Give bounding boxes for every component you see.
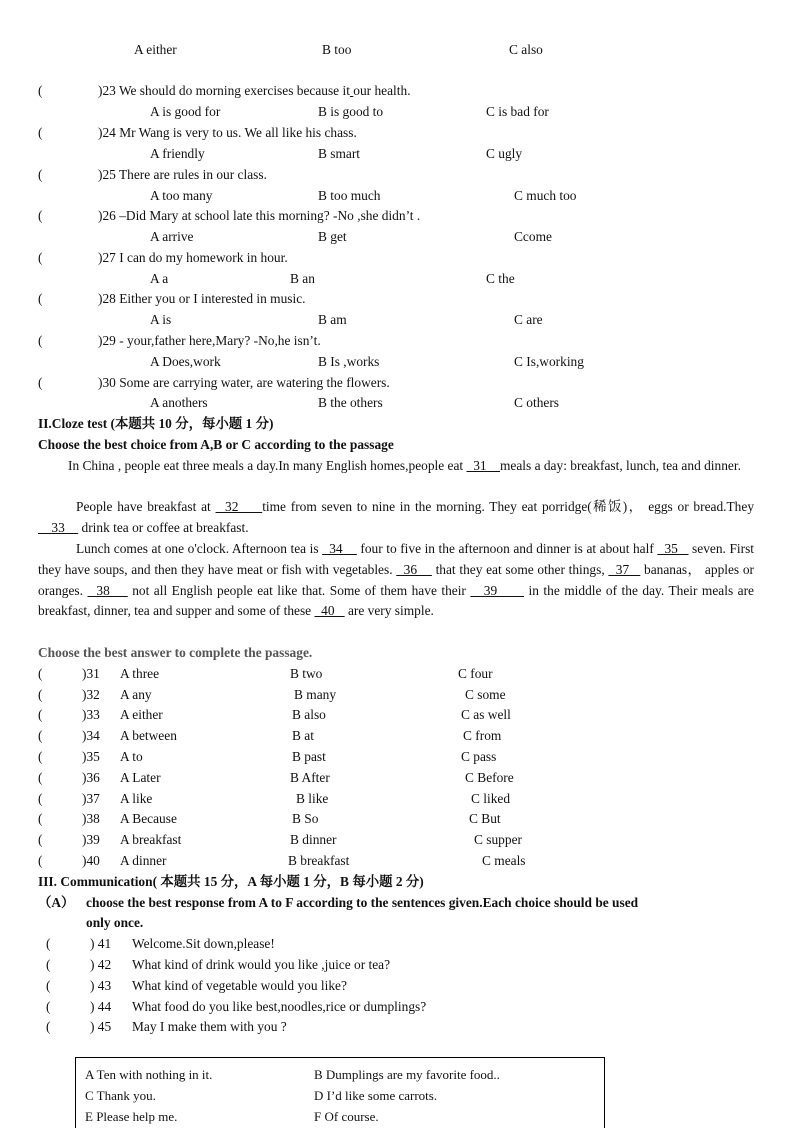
- option-b: B many: [294, 687, 337, 702]
- dialogue-item: [0, 997, 794, 1018]
- option-b: B dinner: [290, 832, 337, 847]
- section-3-title: III. Communication( 本题共 15 分，A 每小题 1 分，B 每小题 2 分): [38, 874, 424, 889]
- answer-paren: (: [38, 853, 43, 868]
- option-c: C pass: [461, 749, 497, 764]
- option-a: A is: [150, 312, 172, 327]
- question-number: )38: [82, 811, 100, 826]
- answer-paren: (: [38, 666, 43, 681]
- answer-paren: (: [38, 707, 43, 722]
- answer-paren: (: [46, 999, 51, 1014]
- answer-paren: (: [38, 333, 43, 348]
- option-b: B too much: [318, 188, 381, 203]
- question-number: ) 43: [90, 978, 112, 993]
- dialogue-item: [0, 955, 794, 976]
- cloze-row: [0, 726, 794, 747]
- dialogue-text: What kind of drink would you like ,juice or tea?: [132, 957, 391, 972]
- answer-paren: (: [38, 749, 43, 764]
- section-2-title: II.Cloze test (本题共 10 分，每小题 1 分): [38, 416, 274, 431]
- part-a-instruction: choose the best response from A to F according to the sentences given.Each choice should be used: [86, 895, 639, 910]
- cloze-row: [0, 747, 794, 768]
- blank-37: 37: [608, 561, 641, 577]
- option-c: Ccome: [514, 229, 552, 244]
- question-30: [0, 373, 794, 394]
- option-b: B also: [292, 707, 326, 722]
- choice-a: A Ten with nothing in it.: [85, 1067, 213, 1082]
- answer-paren: (: [38, 811, 43, 826]
- option-c: C others: [514, 395, 560, 410]
- choice-b: B Dumplings are my favorite food..: [314, 1067, 500, 1082]
- question-27-options: [0, 269, 794, 290]
- question-stem: )25 There are rules in our class.: [98, 167, 267, 182]
- question-27: [0, 248, 794, 269]
- option-a: A between: [120, 728, 177, 743]
- option-c: C Is,working: [514, 354, 584, 369]
- option-c: C four: [458, 666, 493, 681]
- cloze-row: [0, 705, 794, 726]
- option-a: A either: [120, 707, 163, 722]
- answer-paren: (: [38, 375, 43, 390]
- option-a: A to: [120, 749, 143, 764]
- question-stem: )26 –Did Mary at school late this morning? -No ,she didn’t .: [98, 208, 421, 223]
- option-c: C supper: [474, 832, 522, 847]
- option-a: A either: [134, 42, 177, 57]
- option-b: B Is ,works: [318, 354, 380, 369]
- option-c: C from: [463, 728, 502, 743]
- cloze-row: [0, 664, 794, 685]
- cloze-row: [0, 789, 794, 810]
- answer-paren: (: [38, 832, 43, 847]
- answer-paren: (: [46, 936, 51, 951]
- answer-paren: (: [38, 250, 43, 265]
- option-c: C liked: [471, 791, 511, 806]
- answer-paren: (: [38, 770, 43, 785]
- cloze-row: [0, 809, 794, 830]
- answer-paren: (: [38, 687, 43, 702]
- choice-f: F Of course.: [314, 1109, 379, 1124]
- passage-paragraph-3: Lunch comes at one o'clock. Afternoon tea is 34 four to five in the afternoon and dinner is at about half 35 seven. First they have soups, and then they have meat or fish with vegetables. 36 that they eat some other things, 37 bananas， apples or oranges. 38 not all English people eat like that. Some of them have their 39 in the middle of the day. Their meals are breakfast, dinner, tea and supper and some of these 40 are very simple.: [38, 541, 754, 619]
- question-25-options: [0, 186, 794, 207]
- question-29: [0, 331, 794, 352]
- question-number: )39: [82, 832, 100, 847]
- question-number: ) 45: [90, 1019, 112, 1034]
- option-c: C meals: [482, 853, 526, 868]
- dialogue-item: [0, 976, 794, 997]
- question-number: )37: [82, 791, 100, 806]
- option-a: A three: [120, 666, 160, 681]
- option-a: A arrive: [150, 229, 194, 244]
- answer-paren: (: [46, 957, 51, 972]
- answer-paren: (: [38, 791, 43, 806]
- option-c: C also: [509, 42, 543, 57]
- option-b: B After: [290, 770, 330, 785]
- question-number: )33: [82, 707, 100, 722]
- blank-34: 34: [322, 541, 357, 556]
- option-c: C Before: [465, 770, 514, 785]
- blank-35: 35: [657, 541, 689, 556]
- option-b: B So: [292, 811, 319, 826]
- option-b: B too: [322, 42, 352, 57]
- option-b: B past: [292, 749, 326, 764]
- question-number: )40: [82, 853, 100, 868]
- blank-32: 32: [215, 499, 263, 514]
- option-a: A friendly: [150, 146, 205, 161]
- cloze-instruction-row: [0, 643, 794, 664]
- q22-options: [0, 40, 794, 61]
- blank-36: 36: [396, 561, 432, 577]
- question-23: [0, 81, 794, 102]
- cloze-row: [0, 851, 794, 872]
- question-23-options: [0, 102, 794, 123]
- question-24: [0, 123, 794, 144]
- option-c: C is bad for: [486, 104, 549, 119]
- question-stem: )30 Some are carrying water, are watering the flowers.: [98, 375, 390, 390]
- option-a: A a: [150, 271, 169, 286]
- option-a: A Because: [120, 811, 177, 826]
- question-30-options: [0, 393, 794, 414]
- part-a-instruction-row-2: [0, 913, 794, 934]
- option-a: A breakfast: [120, 832, 182, 847]
- answer-paren: (: [38, 291, 43, 306]
- part-a-label: （A）: [38, 895, 75, 910]
- question-28: [0, 289, 794, 310]
- cloze-row: [0, 768, 794, 789]
- option-c: C But: [469, 811, 501, 826]
- choice-c: C Thank you.: [85, 1088, 156, 1103]
- question-number: )34: [82, 728, 100, 743]
- option-a: A dinner: [120, 853, 167, 868]
- answer-paren: (: [38, 83, 43, 98]
- question-number: )35: [82, 749, 100, 764]
- option-b: B two: [290, 666, 323, 681]
- dialogue-item: [0, 1017, 794, 1038]
- option-b: B smart: [318, 146, 361, 161]
- option-a: A like: [120, 791, 153, 806]
- option-b: B get: [318, 229, 347, 244]
- passage-paragraph-2: People have breakfast at 32 time from seven to nine in the morning. They eat porridge(稀饭)， eggs or bread.They 33 drink tea or coffee at breakfast.: [38, 499, 755, 535]
- question-stem: )28 Either you or I interested in music.: [98, 291, 306, 306]
- answer-paren: (: [38, 125, 43, 140]
- dialogue-item: [0, 934, 794, 955]
- question-stem: )24 Mr Wang is very to us. We all like his chass.: [98, 125, 357, 140]
- question-number: ) 44: [90, 999, 112, 1014]
- question-29-options: [0, 352, 794, 373]
- question-28-options: [0, 310, 794, 331]
- section-2-title-row: [0, 414, 794, 435]
- answer-paren: (: [38, 208, 43, 223]
- cloze-row: [0, 830, 794, 851]
- question-number: )32: [82, 687, 100, 702]
- choice-d: D I’d like some carrots.: [314, 1088, 438, 1103]
- dialogue-text: May I make them with you ?: [132, 1019, 287, 1034]
- section-2-instruction: Choose the best choice from A,B or C according to the passage: [38, 437, 394, 452]
- section-3-title-row: [0, 872, 794, 893]
- dialogue-text: What kind of vegetable would you like?: [132, 978, 347, 993]
- dialogue-text: What food do you like best,noodles,rice or dumplings?: [132, 999, 427, 1014]
- option-a: A is good for: [150, 104, 221, 119]
- question-stem: )27 I can do my homework in hour.: [98, 250, 288, 265]
- option-a: A too many: [150, 188, 213, 203]
- option-c: C the: [486, 271, 515, 286]
- option-b: B like: [296, 791, 329, 806]
- answer-paren: (: [46, 978, 51, 993]
- question-stem: )29 - your,father here,Mary? -No,he isn’t.: [98, 333, 321, 348]
- option-a: A Later: [120, 770, 161, 785]
- question-number: ) 42: [90, 957, 112, 972]
- blank-33: 33: [38, 519, 79, 535]
- blank-38: 38: [87, 582, 128, 598]
- answer-paren: (: [38, 167, 43, 182]
- answer-paren: (: [38, 728, 43, 743]
- question-24-options: [0, 144, 794, 165]
- option-c: C as well: [461, 707, 511, 722]
- question-number: )31: [82, 666, 100, 681]
- question-number: ) 41: [90, 936, 112, 951]
- option-b: B the others: [318, 395, 383, 410]
- option-b: B breakfast: [288, 853, 350, 868]
- question-number: )36: [82, 770, 100, 785]
- option-b: B at: [292, 728, 314, 743]
- blank-39: 39: [470, 582, 525, 598]
- option-b: B an: [290, 271, 315, 286]
- cloze-instruction: Choose the best answer to complete the passage.: [38, 645, 313, 660]
- part-a-instruction-row: [0, 893, 794, 914]
- response-choices-box: [75, 1057, 605, 1128]
- part-a-instruction-cont: only once.: [86, 915, 144, 930]
- option-a: A any: [120, 687, 152, 702]
- question-stem: )23 We should do morning exercises because it our health.: [98, 83, 411, 98]
- question-26: [0, 206, 794, 227]
- blank-40: 40: [314, 603, 345, 619]
- option-c: C some: [465, 687, 506, 702]
- question-25: [0, 165, 794, 186]
- dialogue-text: Welcome.Sit down,please!: [132, 936, 275, 951]
- option-c: C are: [514, 312, 543, 327]
- cloze-row: [0, 685, 794, 706]
- option-b: B is good to: [318, 104, 384, 119]
- option-c: C much too: [514, 188, 577, 203]
- choice-e: E Please help me.: [85, 1109, 178, 1124]
- answer-paren: (: [46, 1019, 51, 1034]
- question-26-options: [0, 227, 794, 248]
- option-c: C ugly: [486, 146, 523, 161]
- option-a: A Does,work: [150, 354, 221, 369]
- passage-paragraph-1: In China , people eat three meals a day.In many English homes,people eat 31 meals a day: breakfast, lunch, tea and dinner.: [68, 458, 741, 473]
- option-b: B am: [318, 312, 347, 327]
- section-2-instruction-row: [0, 435, 794, 456]
- blank-31: 31: [466, 458, 500, 473]
- option-a: A anothers: [150, 395, 208, 410]
